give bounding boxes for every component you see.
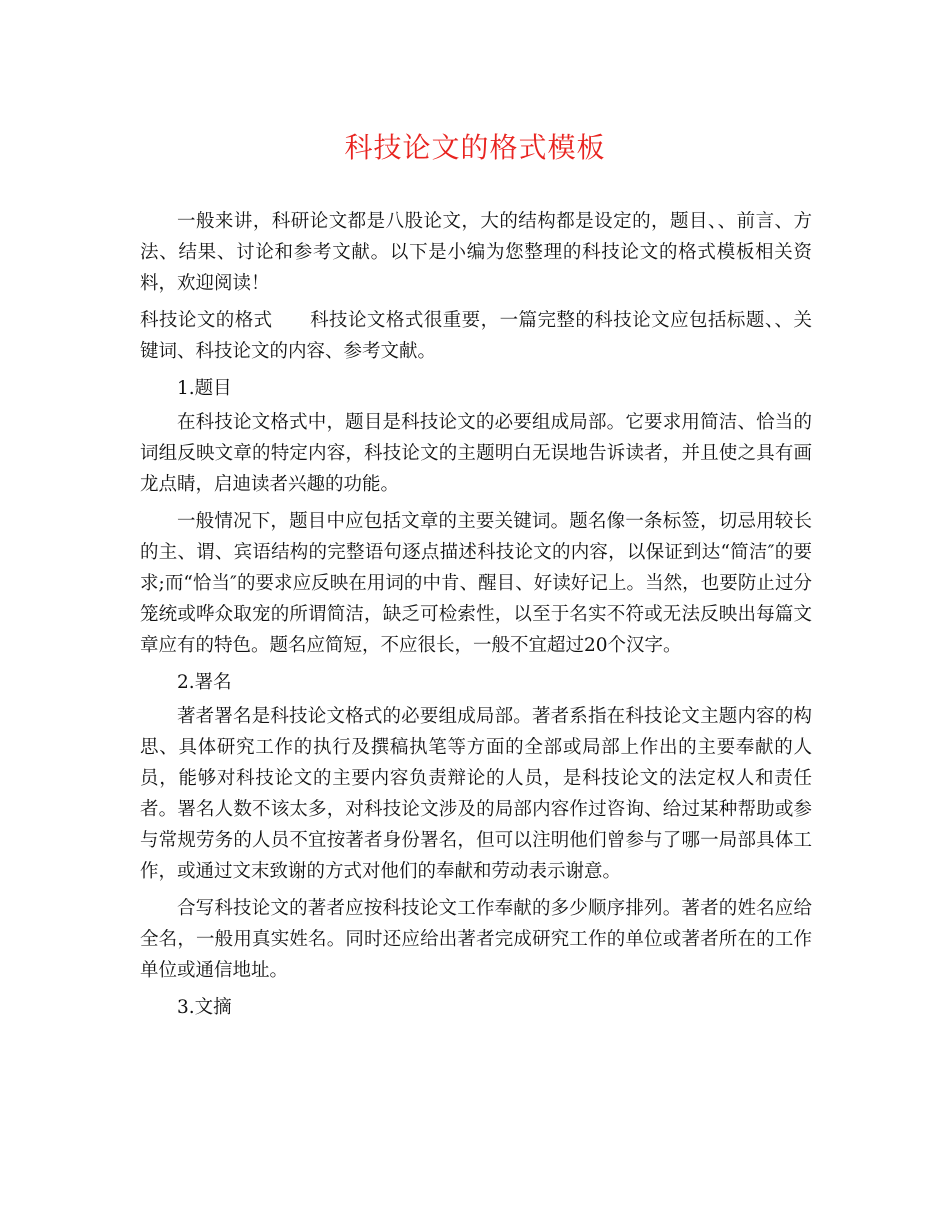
paragraph-signature-1: 著者署名是科技论文格式的必要组成局部。著者系指在科技论文主题内容的构思、具体研究工作的执行及撰稿执笔等方面的全部或局部上作出的主要奉献的人员，能够对科技论文的主要内容负责辩论的人员，是科技论文的法定权人和责任者。署名人数不该太多，对科技论文涉及的局部内容作过咨询、给过某种帮助或参与常规劳务的人员不宜按著者身份署名，但可以注明他们曾参与了哪一局部具体工作，或通过文末致谢的方式对他们的奉献和劳动表示谢意。: [140, 706, 812, 882]
section-label: 科技论文的格式: [140, 310, 273, 331]
paragraph-title-1: 在科技论文格式中，题目是科技论文的必要组成局部。它要求用简洁、恰当的词组反映文章的特定内容，科技论文的主题明白无误地告诉读者，并且使之具有画龙点睛，启迪读者兴趣的功能。: [140, 412, 812, 495]
section-text: 科技论文格式很重要，一篇完整的科技论文应包括标题、、关键词、科技论文的内容、参考文献。: [140, 310, 812, 362]
intro-paragraph: 一般来讲，科研论文都是八股论文，大的结构都是设定的，题目、、前言、方法、结果、讨论和参考文献。以下是小编为您整理的科技论文的格式模板相关资料，欢迎阅读！: [140, 211, 812, 294]
paragraph-title-2: 一般情况下，题目中应包括文章的主要关键词。题名像一条标签，切忌用较长的主、谓、宾语结构的完整语句逐点描述科技论文的内容，以保证到达“简洁″的要求;而“恰当″的要求应反映在用词的中肯、醒目、好读好记上。当然，也要防止过分笼统或哗众取宠的所谓简洁，缺乏可检索性，以至于名实不符或无法反映出每篇文章应有的特色。题名应简短，不应很长，一般不宜超过20个汉字。: [140, 511, 812, 656]
paragraph-signature-2: 合写科技论文的著者应按科技论文工作奉献的多少顺序排列。著者的姓名应给全名，一般用真实姓名。同时还应给出著者完成研究工作的单位或著者所在的工作单位或通信地址。: [140, 898, 812, 981]
section-paragraph: [140, 305, 812, 367]
heading-abstract: 3.文摘: [177, 997, 232, 1018]
heading-title: 1.题目: [177, 378, 232, 399]
document-title: 科技论文的格式模板: [344, 131, 606, 164]
heading-signature: 2.署名: [177, 672, 232, 693]
document-body: [140, 206, 812, 1026]
